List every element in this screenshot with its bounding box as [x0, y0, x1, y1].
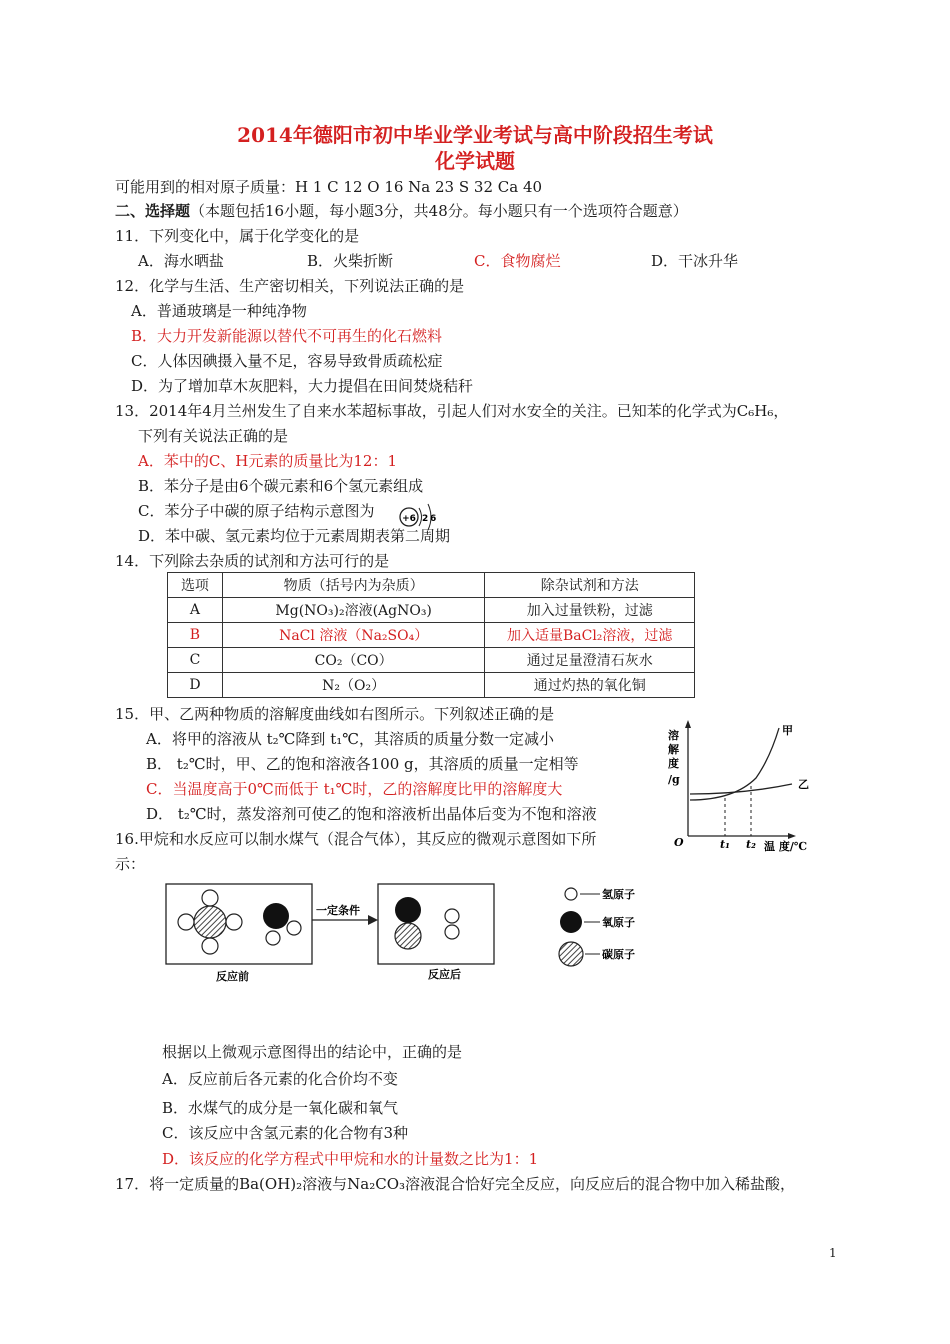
q11-option-c: C．食物腐烂: [474, 252, 561, 270]
section-note: （本题包括16小题，每小题3分，共48分。每小题只有一个选项符合题意）: [190, 202, 688, 220]
table-row: [168, 598, 695, 623]
y-axis-label-1: 溶: [668, 729, 679, 742]
q16-option-d: D．该反应的化学方程式中甲烷和水的计量数之比为1：1: [162, 1150, 539, 1168]
table-row: [168, 648, 695, 673]
carbon-atom-structure-diagram: [398, 500, 438, 534]
nucleus-charge: +6: [402, 514, 416, 524]
q15-option-c: C．当温度高于0℃而低于 t₁℃时，乙的溶解度比甲的溶解度大: [146, 780, 563, 798]
q16-option-c: C．该反应中含氢元素的化合物有3种: [162, 1124, 409, 1142]
q12-option-c: C．人体因碘摄入量不足，容易导致骨质疏松症: [131, 352, 443, 370]
q15-stem: 15．甲、乙两种物质的溶解度曲线如右图所示。下列叙述正确的是: [115, 705, 555, 723]
table-cell: 加入过量铁粉，过滤: [485, 598, 695, 623]
series-yi-label: 乙: [798, 778, 809, 791]
table-header-cell: 物质（括号内为杂质）: [222, 573, 485, 598]
after-label: 反应后: [428, 968, 461, 981]
y-axis-label-3: 度: [668, 757, 679, 770]
exam-subtitle: 化学试题: [435, 149, 515, 173]
q12-option-a: A．普通玻璃是一种纯净物: [131, 302, 307, 320]
t2-label: t₂: [746, 838, 756, 851]
q16-stem: 16.甲烷和水反应可以制水煤气（混合气体），其反应的微观示意图如下所: [115, 830, 597, 848]
table-cell: NaCl 溶液（Na₂SO₄）: [222, 623, 485, 648]
q12-option-b: B．大力开发新能源以替代不可再生的化石燃料: [131, 327, 443, 345]
page-number: 1: [829, 1246, 837, 1260]
legend-hydrogen: 氢原子: [602, 888, 635, 901]
q16-option-a: A．反应前后各元素的化合价均不变: [162, 1070, 398, 1088]
q16-lead: 根据以上微观示意图得出的结论中，正确的是: [162, 1043, 463, 1061]
table-cell: B: [168, 623, 223, 648]
atomic-masses-line: 可能用到的相对原子质量：H 1 C 12 O 16 Na 23 S 32 Ca 40: [115, 178, 543, 196]
q17-stem: 17．将一定质量的Ba(OH)₂溶液与Na₂CO₃溶液混合恰好完全反应，向反应后的混合物中加入稀盐酸，: [115, 1175, 796, 1193]
legend-carbon: 碳原子: [602, 948, 635, 961]
x-axis-label: 温 度/℃: [764, 840, 808, 853]
arrow-condition-label: 一定条件: [316, 904, 360, 917]
origin-label: O: [674, 836, 684, 849]
section-heading-line: [115, 201, 688, 221]
exam-title: 2014年德阳市初中毕业学业考试与高中阶段招生考试: [237, 123, 713, 147]
shell-electrons-2: 6: [430, 514, 437, 524]
reaction-microscopic-diagram: [160, 880, 680, 990]
q12-option-d: D．为了增加草木灰肥料，大力提倡在田间焚烧秸秆: [131, 377, 474, 395]
q13-stem-cont: 下列有关说法正确的是: [138, 427, 289, 445]
q13-stem: 13．2014年4月兰州发生了自来水苯超标事故，引起人们对水安全的关注。已知苯的化学式为C₆H₆，: [115, 402, 789, 420]
q11-option-a: A．海水晒盐: [138, 252, 224, 270]
table-header-cell: 除杂试剂和方法: [485, 573, 695, 598]
table-cell: D: [168, 673, 223, 698]
table-cell: C: [168, 648, 223, 673]
table-row-answer: [168, 623, 695, 648]
y-axis-label-2: 解: [668, 743, 679, 756]
solubility-curve-graph: [664, 718, 834, 858]
shell-electrons-1: 2: [422, 514, 429, 524]
table-cell: 通过足量澄清石灰水: [485, 648, 695, 673]
q13-option-d: D．苯中碳、氢元素均位于元素周期表第二周期: [138, 527, 451, 545]
q13-option-c: C．苯分子中碳的原子结构示意图为: [138, 502, 375, 520]
q16-stem-cont: 示：: [115, 855, 146, 873]
q16-option-b: B．水煤气的成分是一氧化碳和氧气: [162, 1099, 399, 1117]
legend-oxygen: 氧原子: [602, 916, 635, 929]
table-cell: Mg(NO₃)₂溶液(AgNO₃): [222, 598, 485, 623]
q12-stem: 12．化学与生活、生产密切相关，下列说法正确的是: [115, 277, 465, 295]
table-cell: 通过灼热的氧化铜: [485, 673, 695, 698]
q14-stem: 14．下列除去杂质的试剂和方法可行的是: [115, 552, 390, 570]
series-jia-label: 甲: [782, 724, 793, 737]
carbon-atom-icon: [559, 942, 583, 966]
table-cell: 加入适量BaCl₂溶液，过滤: [485, 623, 695, 648]
after-box: [378, 884, 494, 964]
q14-table: [167, 572, 695, 698]
table-row: [168, 673, 695, 698]
oxygen-atom-icon: [560, 911, 582, 933]
y-axis-label-4: /g: [668, 773, 680, 786]
t1-label: t₁: [720, 838, 730, 851]
section-heading: 二、选择题: [115, 202, 191, 220]
q15-option-d: D． t₂℃时，蒸发溶剂可使乙的饱和溶液析出晶体后变为不饱和溶液: [146, 805, 597, 823]
before-label: 反应前: [216, 970, 249, 983]
q15-option-b: B． t₂℃时，甲、乙的饱和溶液各100 g，其溶质的质量一定相等: [146, 755, 579, 773]
table-header-row: [168, 573, 695, 598]
table-cell: A: [168, 598, 223, 623]
q13-option-a: A．苯中的C、H元素的质量比为12：1: [138, 452, 398, 470]
q11-option-d: D．干冰升华: [651, 252, 739, 270]
q15-option-a: A．将甲的溶液从 t₂℃降到 t₁℃，其溶质的质量分数一定减小: [146, 730, 555, 748]
q11-stem: 11．下列变化中，属于化学变化的是: [115, 227, 360, 245]
table-cell: N₂（O₂）: [222, 673, 485, 698]
table-cell: CO₂（CO）: [222, 648, 485, 673]
q11-option-b: B．火柴折断: [307, 252, 394, 270]
hydrogen-atom-icon: [565, 888, 577, 900]
q13-option-b: B．苯分子是由6个碳元素和6个氢元素组成: [138, 477, 424, 495]
table-header-cell: 选项: [168, 573, 223, 598]
